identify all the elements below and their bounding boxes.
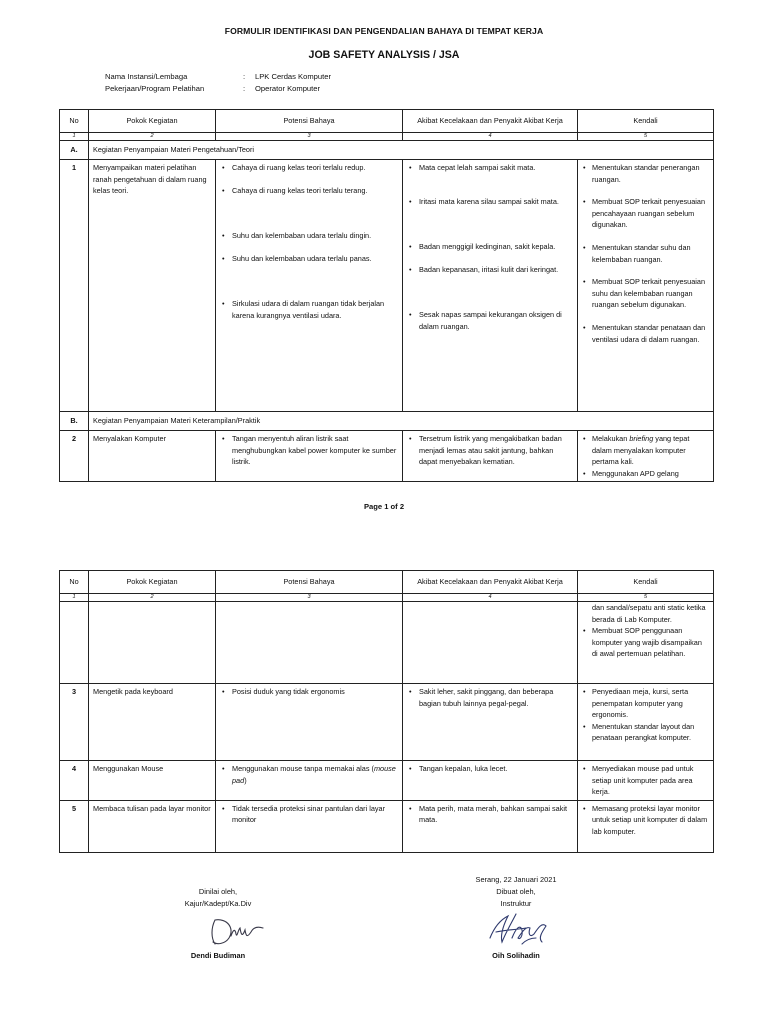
control-item: • Menggunakan APD gelang bbox=[582, 468, 709, 480]
control-text: yang tepat dalam menyalakan komputer pertama kali. bbox=[592, 434, 690, 467]
col-number: 4 bbox=[403, 594, 578, 602]
effect-item: • Iritasi mata karena silau sampai sakit mata. bbox=[407, 196, 573, 208]
section-letter: B. bbox=[60, 412, 89, 431]
control-item: • Memasang proteksi layar monitor untuk setiap unit komputer di dalam lab komputer. bbox=[582, 803, 709, 838]
table-header-row bbox=[60, 110, 714, 133]
row-hazards bbox=[216, 684, 403, 761]
control-item: • Membuat SOP penggunaan komputer yang wajib disampaikan di awal pertemuan pelatihan. bbox=[582, 625, 709, 660]
table-row bbox=[60, 431, 714, 482]
row-number: 1 bbox=[60, 160, 89, 412]
hazard-item: • Suhu dan kelembaban udara terlalu panas. bbox=[220, 253, 398, 265]
col-number: 3 bbox=[216, 133, 403, 141]
signature-image-instructor bbox=[482, 908, 554, 950]
row-controls bbox=[578, 800, 714, 852]
row-activity: Menyalakan Komputer bbox=[89, 431, 216, 482]
signature-caption: Dibuat oleh, bbox=[496, 887, 536, 896]
col-number: 3 bbox=[216, 594, 403, 602]
row-number bbox=[60, 602, 89, 684]
control-text: Melakukan bbox=[592, 434, 630, 443]
meta-value: Operator Komputer bbox=[255, 84, 320, 93]
header-hazard: Potensi Bahaya bbox=[216, 110, 403, 133]
row-hazards bbox=[216, 160, 403, 412]
col-number: 2 bbox=[89, 594, 216, 602]
jsa-table-page-1 bbox=[59, 109, 714, 482]
hazard-item: • Tangan menyentuh aliran listrik saat menghubungkan kabel power komputer ke sumber listrik. bbox=[220, 433, 398, 468]
form-subtitle: JOB SAFETY ANALYSIS / JSA bbox=[308, 49, 460, 61]
col-number: 5 bbox=[578, 133, 714, 141]
section-letter: A. bbox=[60, 141, 89, 160]
hazard-item: • Cahaya di ruang kelas teori terlalu redup. bbox=[220, 162, 398, 174]
signature-name-assessor: Dendi Budiman bbox=[190, 951, 246, 960]
row-activity: Mengetik pada keyboard bbox=[89, 684, 216, 761]
signature-caption: Dinilai oleh, bbox=[198, 887, 238, 896]
hazard-text: ) bbox=[244, 775, 247, 785]
meta-label: Pekerjaan/Program Pelatihan bbox=[105, 84, 205, 93]
section-title: Kegiatan Penyampaian Materi Keterampilan/Praktik bbox=[89, 412, 714, 431]
col-number: 4 bbox=[403, 133, 578, 141]
control-item: • Penyediaan meja, kursi, serta penempatan komputer yang ergonomis. bbox=[582, 686, 709, 721]
row-activity: Membaca tulisan pada layar monitor bbox=[89, 800, 216, 852]
effect-item: • Mata cepat lelah sampai sakit mata. bbox=[407, 162, 573, 174]
col-number: 5 bbox=[578, 594, 714, 602]
header-effect: Akibat Kecelakaan dan Penyakit Akibat Kerja bbox=[403, 571, 578, 594]
control-item: • Membuat SOP terkait penyesuaian suhu dan kelembaban ruangan ruangan sebelum digunakan. bbox=[582, 276, 709, 311]
signature-role: Instruktur bbox=[500, 899, 532, 908]
header-activity: Pokok Kegiatan bbox=[89, 571, 216, 594]
effect-item: • Tersetrum listrik yang mengakibatkan badan menjadi lemas atau sakit jantung, bahkan dapat menyebakan kematian. bbox=[407, 433, 573, 468]
effect-item: • Sesak napas sampai kekurangan oksigen di dalam ruangan. bbox=[407, 309, 573, 332]
row-effects bbox=[403, 761, 578, 801]
header-control: Kendali bbox=[578, 110, 714, 133]
table-row bbox=[60, 761, 714, 801]
row-hazards bbox=[216, 800, 403, 852]
row-effects bbox=[403, 431, 578, 482]
row-hazards bbox=[216, 761, 403, 801]
row-effects bbox=[403, 602, 578, 684]
section-row-b bbox=[60, 412, 714, 431]
control-item: • Menentukan standar penataan dan ventilasi udara di dalam ruangan. bbox=[582, 322, 709, 345]
row-activity: Menyampaikan materi pelatihan ranah pengetahuan di dalam ruang kelas teori. bbox=[89, 160, 216, 412]
row-controls bbox=[578, 684, 714, 761]
control-item bbox=[582, 433, 709, 468]
row-number: 4 bbox=[60, 761, 89, 801]
hazard-item: • Cahaya di ruang kelas teori terlalu terang. bbox=[220, 185, 398, 197]
table-header-row bbox=[60, 571, 714, 594]
section-row-a bbox=[60, 141, 714, 160]
table-row bbox=[60, 160, 714, 412]
hazard-item: • Sirkulasi udara di dalam ruangan tidak berjalan karena kurangnya ventilasi udara. bbox=[220, 298, 398, 321]
form-meta bbox=[105, 71, 331, 95]
hazard-emphasis: mouse pad bbox=[232, 764, 396, 785]
signature-block-assessor bbox=[150, 886, 286, 910]
row-controls bbox=[578, 431, 714, 482]
hazard-item bbox=[220, 763, 398, 786]
row-hazards bbox=[216, 602, 403, 684]
page-number: Page 1 of 2 bbox=[363, 502, 405, 511]
table-number-row bbox=[60, 594, 714, 602]
row-controls bbox=[578, 602, 714, 684]
row-number: 5 bbox=[60, 800, 89, 852]
control-item: • Menentukan standar suhu dan kelembaban ruangan. bbox=[582, 242, 709, 265]
control-item: • Menentukan standar penerangan ruangan. bbox=[582, 162, 709, 185]
col-number: 1 bbox=[60, 594, 89, 602]
row-controls bbox=[578, 160, 714, 412]
table-row bbox=[60, 684, 714, 761]
row-effects bbox=[403, 160, 578, 412]
row-number: 2 bbox=[60, 431, 89, 482]
form-title: FORMULIR IDENTIFIKASI DAN PENGENDALIAN BAHAYA DI TEMPAT KERJA bbox=[224, 26, 544, 36]
table-row bbox=[60, 800, 714, 852]
meta-row-institution bbox=[105, 71, 331, 83]
effect-item: • Badan menggigil kedinginan, sakit kepala. bbox=[407, 241, 573, 253]
meta-value: LPK Cerdas Komputer bbox=[255, 72, 331, 81]
hazard-item: • Suhu dan kelembaban udara terlalu dingin. bbox=[220, 230, 398, 242]
effect-item: • Tangan kepalan, luka lecet. bbox=[407, 763, 573, 775]
row-effects bbox=[403, 684, 578, 761]
signature-block-instructor bbox=[448, 874, 584, 910]
header-hazard: Potensi Bahaya bbox=[216, 571, 403, 594]
control-continued: dan sandal/sepatu anti static ketika berada di Lab Komputer. bbox=[592, 603, 706, 624]
meta-row-program bbox=[105, 83, 331, 95]
hazard-item: • Tidak tersedia proteksi sinar pantulan dari layar monitor bbox=[220, 803, 398, 826]
meta-label: Nama Instansi/Lembaga bbox=[105, 72, 188, 81]
row-activity: Menggunakan Mouse bbox=[89, 761, 216, 801]
row-hazards bbox=[216, 431, 403, 482]
effect-item: • Badan kepanasan, iritasi kulit dari keringat. bbox=[407, 264, 573, 276]
effect-item: • Sakit leher, sakit pinggang, dan beberapa bagian tubuh lainnya pegal-pegal. bbox=[407, 686, 573, 709]
control-emphasis: briefing bbox=[629, 434, 654, 443]
header-control: Kendali bbox=[578, 571, 714, 594]
col-number: 1 bbox=[60, 133, 89, 141]
control-item: • Membuat SOP terkait penyesuaian pencahayaan ruangan sebelum digunakan. bbox=[582, 196, 709, 231]
row-effects bbox=[403, 800, 578, 852]
row-number: 3 bbox=[60, 684, 89, 761]
meta-colon: : bbox=[243, 72, 246, 81]
col-number: 2 bbox=[89, 133, 216, 141]
meta-colon: : bbox=[243, 84, 246, 93]
row-activity bbox=[89, 602, 216, 684]
effect-item: • Mata perih, mata merah, bahkan sampai sakit mata. bbox=[407, 803, 573, 826]
header-effect: Akibat Kecelakaan dan Penyakit Akibat Kerja bbox=[403, 110, 578, 133]
row-controls bbox=[578, 761, 714, 801]
control-item: • Menyediakan mouse pad untuk setiap unit komputer pada area kerja. bbox=[582, 763, 709, 798]
control-item: • Menentukan standar layout dan penataan perangkat komputer. bbox=[582, 721, 709, 744]
table-row-continued bbox=[60, 602, 714, 684]
signature-date: Serang, 22 Januari 2021 bbox=[475, 875, 557, 884]
header-activity: Pokok Kegiatan bbox=[89, 110, 216, 133]
signature-role: Kajur/Kadept/Ka.Div bbox=[184, 899, 252, 908]
jsa-table-page-2 bbox=[59, 570, 714, 853]
signature-image-assessor bbox=[205, 914, 267, 948]
table-number-row bbox=[60, 133, 714, 141]
hazard-text: Menggunakan mouse tanpa memakai alas ( bbox=[232, 764, 374, 773]
header-no: No bbox=[60, 571, 89, 594]
signature-name-instructor: Oih Solihadin bbox=[492, 951, 540, 960]
header-no: No bbox=[60, 110, 89, 133]
section-title: Kegiatan Penyampaian Materi Pengetahuan/Teori bbox=[89, 141, 714, 160]
hazard-item: • Posisi duduk yang tidak ergonomis bbox=[220, 686, 398, 698]
